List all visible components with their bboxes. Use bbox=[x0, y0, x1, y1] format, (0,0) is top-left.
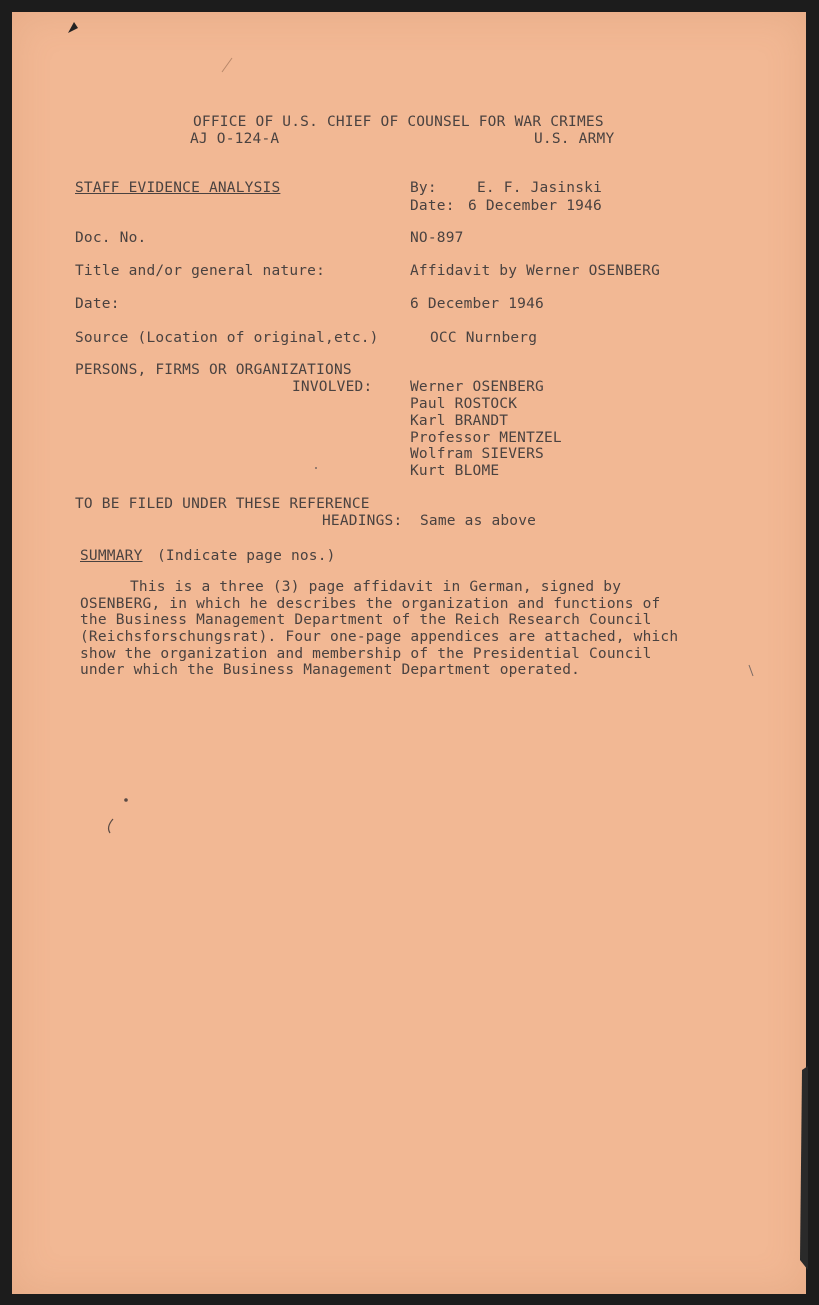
corner-tear-mark bbox=[68, 22, 78, 33]
person-item: Professor MENTZEL bbox=[410, 430, 562, 446]
analysis-date-label: Date: bbox=[410, 198, 455, 214]
summary-line: This is a three (3) page affidavit in German, signed by bbox=[130, 579, 622, 595]
edge-tear-mark bbox=[800, 1066, 808, 1270]
title-value: Affidavit by Werner OSENBERG bbox=[410, 263, 661, 279]
doc-no-label: Doc. No. bbox=[75, 230, 147, 246]
by-label: By: bbox=[410, 180, 437, 196]
person-item: Karl BRANDT bbox=[410, 413, 509, 429]
title-label: Title and/or general nature: bbox=[75, 263, 326, 279]
office-heading: OFFICE OF U.S. CHIEF OF COUNSEL FOR WAR CRIMES bbox=[193, 114, 604, 130]
summary-line: under which the Business Management Department operated. bbox=[80, 662, 581, 678]
person-item: Kurt BLOME bbox=[410, 463, 500, 479]
doc-no-value: NO-897 bbox=[410, 230, 464, 246]
summary-line: show the organization and membership of the Presidential Council bbox=[80, 646, 652, 662]
summary-line: (Reichsforschungsrat). Four one-page appendices are attached, which bbox=[80, 629, 679, 645]
summary-line: OSENBERG, in which he describes the organization and functions of bbox=[80, 596, 661, 612]
staff-evidence-heading: STAFF EVIDENCE ANALYSIS bbox=[75, 180, 281, 196]
involved-label: INVOLVED: bbox=[292, 379, 373, 395]
analysis-date-value: 6 December 1946 bbox=[468, 198, 602, 214]
ink-mark bbox=[749, 665, 753, 676]
summary-note: (Indicate page nos.) bbox=[157, 548, 336, 564]
summary-label: SUMMARY bbox=[80, 548, 143, 564]
filed-under-label: TO BE FILED UNDER THESE REFERENCE bbox=[75, 496, 370, 512]
headings-value: Same as above bbox=[420, 513, 537, 529]
source-value: OCC Nurnberg bbox=[430, 330, 538, 346]
date-label: Date: bbox=[75, 296, 120, 312]
person-item: Wolfram SIEVERS bbox=[410, 446, 544, 462]
summary-line: the Business Management Department of the Reich Research Council bbox=[80, 612, 652, 628]
persons-label: PERSONS, FIRMS OR ORGANIZATIONS bbox=[75, 362, 352, 378]
date-value: 6 December 1946 bbox=[410, 296, 544, 312]
document-code: AJ O-124-A bbox=[190, 131, 280, 147]
headings-label: HEADINGS: bbox=[322, 513, 403, 529]
ink-dot bbox=[315, 467, 317, 469]
ink-mark bbox=[109, 819, 113, 833]
ink-dot bbox=[124, 798, 128, 802]
army-label: U.S. ARMY bbox=[534, 131, 615, 147]
analyst-name: E. F. Jasinski bbox=[477, 180, 603, 196]
source-label: Source (Location of original,etc.) bbox=[75, 330, 379, 346]
speck-mark bbox=[222, 58, 232, 72]
person-item: Werner OSENBERG bbox=[410, 379, 544, 395]
person-item: Paul ROSTOCK bbox=[410, 396, 518, 412]
